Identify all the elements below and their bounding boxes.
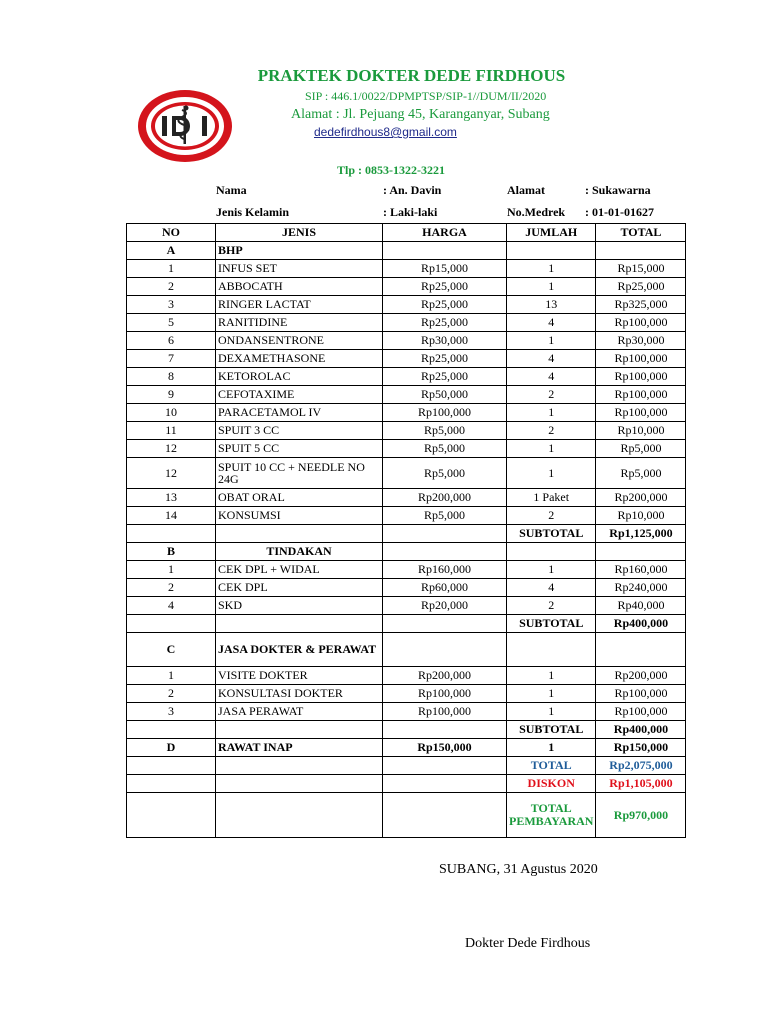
header-no: NO xyxy=(127,224,216,242)
row-price: Rp60,000 xyxy=(383,579,507,597)
row-total: Rp200,000 xyxy=(596,489,686,507)
gender-value: : Laki-laki xyxy=(383,205,438,219)
row-item: CEK DPL + WIDAL xyxy=(216,561,383,579)
section-code: C xyxy=(127,633,216,667)
row-d-price: Rp150,000 xyxy=(383,739,507,757)
row-price: Rp25,000 xyxy=(383,296,507,314)
table-row xyxy=(127,489,686,507)
discount-row xyxy=(127,775,686,793)
row-price: Rp50,000 xyxy=(383,386,507,404)
subtotal-label: SUBTOTAL xyxy=(507,615,596,633)
empty-cell xyxy=(127,525,216,543)
row-total: Rp100,000 xyxy=(596,685,686,703)
row-qty: 1 xyxy=(507,440,596,458)
subtotal-label: SUBTOTAL xyxy=(507,525,596,543)
header-jumlah: JUMLAH xyxy=(507,224,596,242)
row-total: Rp100,000 xyxy=(596,314,686,332)
subtotal-row xyxy=(127,721,686,739)
address-label: Alamat xyxy=(507,183,545,197)
table-row xyxy=(127,597,686,615)
billing-table-body xyxy=(127,224,686,838)
row-price: Rp200,000 xyxy=(383,667,507,685)
row-total: Rp100,000 xyxy=(596,703,686,721)
table-row xyxy=(127,404,686,422)
empty-cell xyxy=(383,525,507,543)
row-qty: 1 xyxy=(507,332,596,350)
empty-cell xyxy=(596,242,686,260)
clinic-address: Alamat : Jl. Pejuang 45, Karanganyar, Subang xyxy=(291,107,550,122)
row-item: RANITIDINE xyxy=(216,314,383,332)
empty-cell xyxy=(383,721,507,739)
row-item: KONSUMSI xyxy=(216,507,383,525)
empty-cell xyxy=(127,721,216,739)
row-price: Rp25,000 xyxy=(383,350,507,368)
row-price: Rp100,000 xyxy=(383,404,507,422)
empty-cell xyxy=(127,793,216,838)
table-row xyxy=(127,667,686,685)
row-item: INFUS SET xyxy=(216,260,383,278)
table-row xyxy=(127,685,686,703)
row-no: 11 xyxy=(127,422,216,440)
table-row xyxy=(127,260,686,278)
subtotal-value: Rp1,125,000 xyxy=(596,525,686,543)
row-qty: 2 xyxy=(507,386,596,404)
row-no: 1 xyxy=(127,561,216,579)
row-no: 4 xyxy=(127,597,216,615)
row-no: 7 xyxy=(127,350,216,368)
row-price: Rp5,000 xyxy=(383,440,507,458)
row-price: Rp200,000 xyxy=(383,489,507,507)
row-no: 8 xyxy=(127,368,216,386)
total-value: Rp2,075,000 xyxy=(596,757,686,775)
empty-cell xyxy=(383,543,507,561)
row-item: PARACETAMOL IV xyxy=(216,404,383,422)
section-name: JASA DOKTER & PERAWAT xyxy=(216,633,383,667)
row-no: 3 xyxy=(127,296,216,314)
row-price: Rp25,000 xyxy=(383,278,507,296)
row-price: Rp15,000 xyxy=(383,260,507,278)
row-qty: 4 xyxy=(507,314,596,332)
table-row xyxy=(127,332,686,350)
row-qty: 1 xyxy=(507,561,596,579)
row-total: Rp325,000 xyxy=(596,296,686,314)
row-qty: 1 xyxy=(507,667,596,685)
doctor-signature-name: Dokter Dede Firdhous xyxy=(465,936,591,951)
row-d-qty: 1 xyxy=(507,739,596,757)
medrec-label: No.Medrek xyxy=(507,205,566,219)
sip-number: SIP : 446.1/0022/DPMPTSP/SIP-1//DUM/II/2020 xyxy=(305,89,547,103)
row-no: 2 xyxy=(127,685,216,703)
row-price: Rp20,000 xyxy=(383,597,507,615)
total-label: TOTAL xyxy=(507,757,596,775)
row-qty: 4 xyxy=(507,350,596,368)
address-value: : Sukawarna xyxy=(585,183,651,197)
row-item: DEXAMETHASONE xyxy=(216,350,383,368)
payment-value: Rp970,000 xyxy=(596,793,686,838)
empty-cell xyxy=(216,775,383,793)
row-item: SKD xyxy=(216,597,383,615)
payment-row xyxy=(127,793,686,838)
email-link[interactable]: dedefirdhous8@gmail.com xyxy=(314,125,457,139)
row-total: Rp10,000 xyxy=(596,507,686,525)
row-no: 5 xyxy=(127,314,216,332)
table-row xyxy=(127,278,686,296)
row-no: 12 xyxy=(127,440,216,458)
header-harga: HARGA xyxy=(383,224,507,242)
row-qty: 2 xyxy=(507,507,596,525)
row-qty: 13 xyxy=(507,296,596,314)
row-total: Rp100,000 xyxy=(596,368,686,386)
empty-cell xyxy=(507,633,596,667)
row-item: ONDANSENTRONE xyxy=(216,332,383,350)
section-row xyxy=(127,543,686,561)
total-row xyxy=(127,757,686,775)
empty-cell xyxy=(127,775,216,793)
row-qty: 1 xyxy=(507,278,596,296)
table-row xyxy=(127,703,686,721)
empty-cell xyxy=(216,615,383,633)
row-price: Rp100,000 xyxy=(383,703,507,721)
table-row xyxy=(127,386,686,404)
row-total: Rp100,000 xyxy=(596,350,686,368)
empty-cell xyxy=(383,775,507,793)
row-total: Rp100,000 xyxy=(596,404,686,422)
empty-cell xyxy=(383,633,507,667)
row-item: KETOROLAC xyxy=(216,368,383,386)
table-row xyxy=(127,579,686,597)
row-total: Rp40,000 xyxy=(596,597,686,615)
row-qty: 2 xyxy=(507,422,596,440)
row-qty: 1 xyxy=(507,458,596,489)
table-row xyxy=(127,368,686,386)
row-price: Rp100,000 xyxy=(383,685,507,703)
subtotal-row xyxy=(127,615,686,633)
empty-cell xyxy=(596,543,686,561)
row-d-item: RAWAT INAP xyxy=(216,739,383,757)
row-total: Rp30,000 xyxy=(596,332,686,350)
row-no: 1 xyxy=(127,260,216,278)
row-price: Rp5,000 xyxy=(383,422,507,440)
empty-cell xyxy=(216,525,383,543)
medrec-value: : 01-01-01627 xyxy=(585,205,654,219)
row-total: Rp10,000 xyxy=(596,422,686,440)
row-item: SPUIT 3 CC xyxy=(216,422,383,440)
row-price: Rp30,000 xyxy=(383,332,507,350)
row-qty: 1 xyxy=(507,703,596,721)
row-no: 6 xyxy=(127,332,216,350)
row-item: KONSULTASI DOKTER xyxy=(216,685,383,703)
row-qty: 1 xyxy=(507,404,596,422)
payment-label: TOTAL PEMBAYARAN xyxy=(507,793,596,838)
header-total: TOTAL xyxy=(596,224,686,242)
table-row xyxy=(127,422,686,440)
section-row xyxy=(127,242,686,260)
row-no: 2 xyxy=(127,579,216,597)
subtotal-value: Rp400,000 xyxy=(596,721,686,739)
table-row xyxy=(127,507,686,525)
row-no: 9 xyxy=(127,386,216,404)
section-d-row xyxy=(127,739,686,757)
row-price: Rp160,000 xyxy=(383,561,507,579)
row-total: Rp5,000 xyxy=(596,458,686,489)
table-header-row xyxy=(127,224,686,242)
row-no: 10 xyxy=(127,404,216,422)
section-code: B xyxy=(127,543,216,561)
row-total: Rp25,000 xyxy=(596,278,686,296)
row-qty: 1 Paket xyxy=(507,489,596,507)
row-d-code: D xyxy=(127,739,216,757)
empty-cell xyxy=(216,793,383,838)
table-row xyxy=(127,314,686,332)
table-row xyxy=(127,296,686,314)
table-row xyxy=(127,458,686,489)
row-item: RINGER LACTAT xyxy=(216,296,383,314)
row-qty: 2 xyxy=(507,597,596,615)
row-no: 12 xyxy=(127,458,216,489)
table-row xyxy=(127,440,686,458)
row-price: Rp5,000 xyxy=(383,507,507,525)
subtotal-value: Rp400,000 xyxy=(596,615,686,633)
row-item: VISITE DOKTER xyxy=(216,667,383,685)
table-row xyxy=(127,350,686,368)
row-no: 14 xyxy=(127,507,216,525)
row-qty: 4 xyxy=(507,579,596,597)
row-price: Rp5,000 xyxy=(383,458,507,489)
empty-cell xyxy=(596,633,686,667)
row-item: OBAT ORAL xyxy=(216,489,383,507)
empty-cell xyxy=(383,757,507,775)
empty-cell xyxy=(216,721,383,739)
discount-value: Rp1,105,000 xyxy=(596,775,686,793)
row-qty: 1 xyxy=(507,260,596,278)
section-name: TINDAKAN xyxy=(216,543,383,561)
section-row xyxy=(127,633,686,667)
row-price: Rp25,000 xyxy=(383,368,507,386)
empty-cell xyxy=(507,543,596,561)
section-code: A xyxy=(127,242,216,260)
row-item: SPUIT 10 CC + NEEDLE NO 24G xyxy=(216,458,383,489)
row-no: 13 xyxy=(127,489,216,507)
row-no: 1 xyxy=(127,667,216,685)
row-item: CEFOTAXIME xyxy=(216,386,383,404)
idi-logo xyxy=(136,88,234,164)
row-qty: 1 xyxy=(507,685,596,703)
row-total: Rp5,000 xyxy=(596,440,686,458)
row-total: Rp15,000 xyxy=(596,260,686,278)
row-total: Rp160,000 xyxy=(596,561,686,579)
place-date: SUBANG, 31 Agustus 2020 xyxy=(439,862,598,877)
header-jenis: JENIS xyxy=(216,224,383,242)
row-qty: 4 xyxy=(507,368,596,386)
discount-label: DISKON xyxy=(507,775,596,793)
row-price: Rp25,000 xyxy=(383,314,507,332)
gender-label: Jenis Kelamin xyxy=(216,205,290,219)
empty-cell xyxy=(507,242,596,260)
row-item: CEK DPL xyxy=(216,579,383,597)
row-total: Rp200,000 xyxy=(596,667,686,685)
phone-number: Tlp : 0853-1322-3221 xyxy=(337,163,445,177)
row-d-total: Rp150,000 xyxy=(596,739,686,757)
table-row xyxy=(127,561,686,579)
name-label: Nama xyxy=(216,183,247,197)
row-no: 2 xyxy=(127,278,216,296)
row-item: JASA PERAWAT xyxy=(216,703,383,721)
row-total: Rp100,000 xyxy=(596,386,686,404)
empty-cell xyxy=(383,615,507,633)
row-item: ABBOCATH xyxy=(216,278,383,296)
empty-cell xyxy=(383,242,507,260)
billing-table xyxy=(126,223,686,838)
row-no: 3 xyxy=(127,703,216,721)
empty-cell xyxy=(127,757,216,775)
section-name: BHP xyxy=(216,242,383,260)
empty-cell xyxy=(383,793,507,838)
row-item: SPUIT 5 CC xyxy=(216,440,383,458)
empty-cell xyxy=(127,615,216,633)
empty-cell xyxy=(216,757,383,775)
subtotal-label: SUBTOTAL xyxy=(507,721,596,739)
subtotal-row xyxy=(127,525,686,543)
row-total: Rp240,000 xyxy=(596,579,686,597)
clinic-title: PRAKTEK DOKTER DEDE FIRDHOUS xyxy=(257,66,566,85)
name-value: : An. Davin xyxy=(383,183,442,197)
